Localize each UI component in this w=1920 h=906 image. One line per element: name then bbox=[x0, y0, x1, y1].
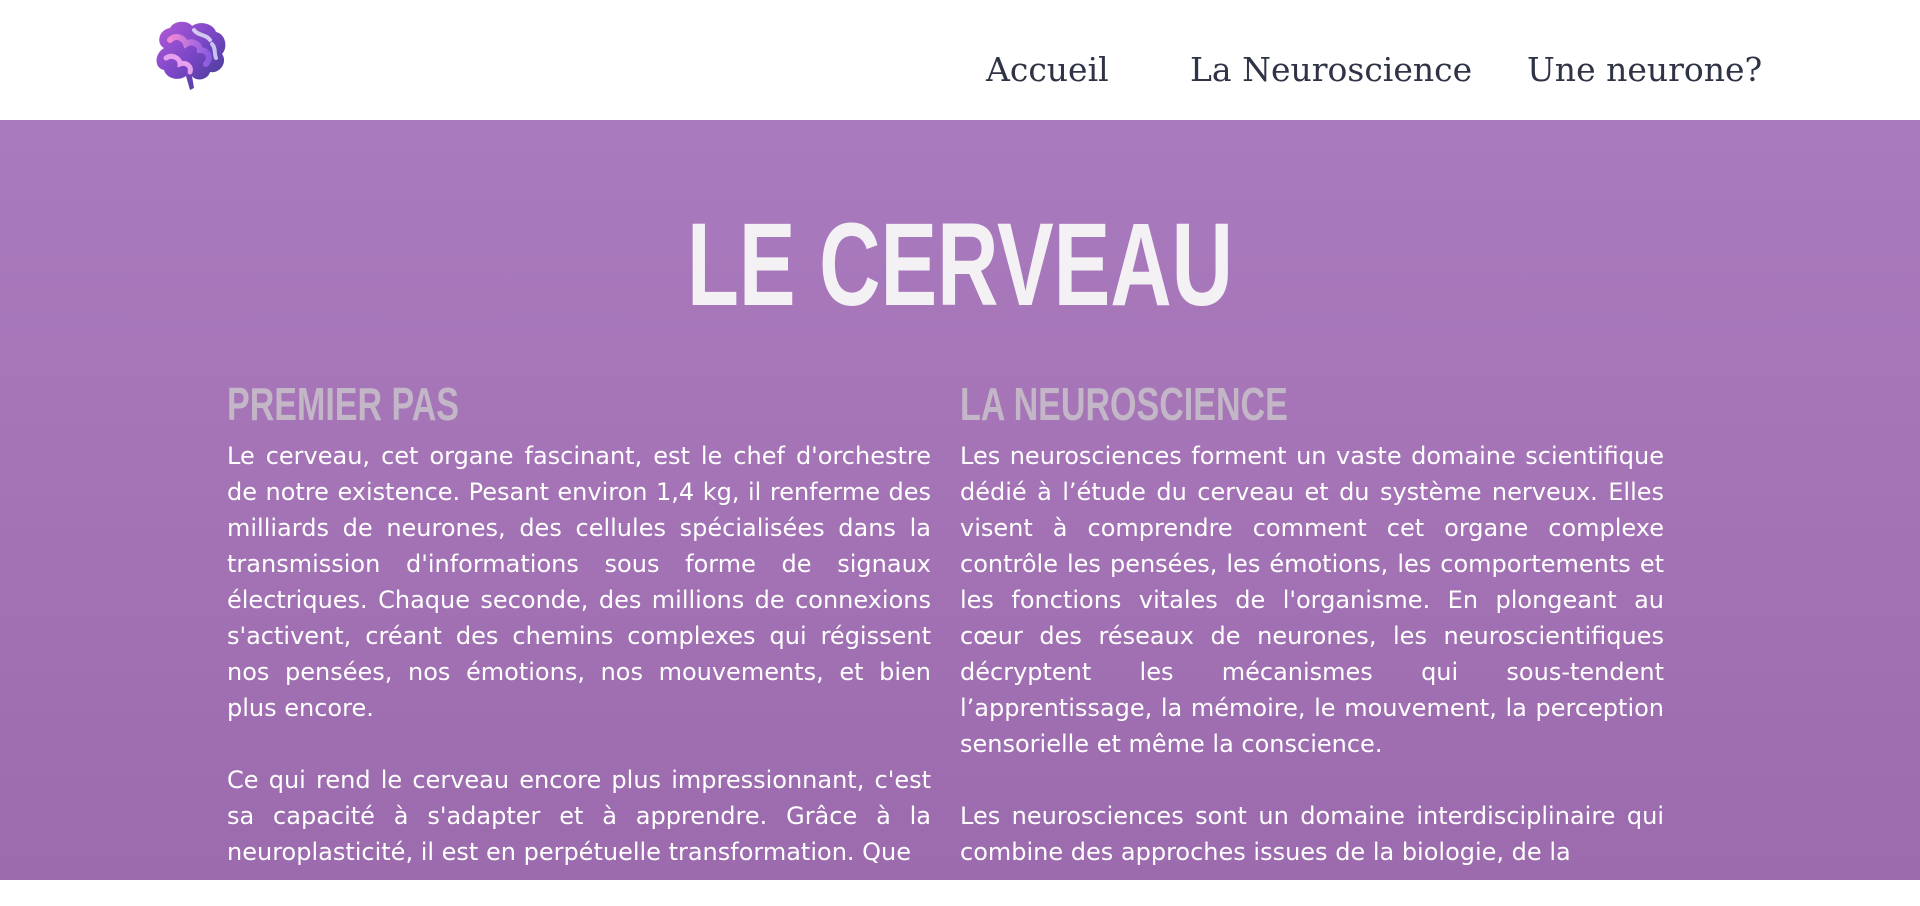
section-heading: LA NEUROSCIENCE bbox=[960, 378, 1288, 430]
hero-section bbox=[0, 120, 1920, 880]
site-header bbox=[0, 0, 1920, 120]
section-premier-pas bbox=[227, 378, 931, 906]
section-heading: PREMIER PAS bbox=[227, 378, 460, 430]
main-nav bbox=[0, 45, 1920, 95]
section-paragraph: Les neurosciences forment un vaste domaine scientifique dédié à l’étude du cerveau et du système nerveux. Elles visent à comprendre comment cet organe complexe contrôle les pensées, les émotions, les comportements et les fonctions vitales de l'organisme. En plongeant au cœur des réseaux de neurones, les neuroscientifiques décryptent les mécanismes qui sous-tendent l’apprentissage, la mémoire, le mouvement, la perception sensorielle et même la conscience. bbox=[960, 442, 1664, 758]
nav-item-neuroscience[interactable]: La Neuroscience bbox=[1190, 50, 1473, 89]
section-paragraph: Ce qui rend le cerveau encore plus impressionnant, c'est sa capacité à s'adapter et à apprendre. Grâce à la neuroplasticité, il est en perpétuelle transformation. Que bbox=[227, 766, 931, 866]
nav-item-neurone[interactable]: Une neurone? bbox=[1527, 50, 1763, 89]
nav-item-accueil[interactable]: Accueil bbox=[986, 50, 1109, 89]
section-paragraph: Le cerveau, cet organe fascinant, est le chef d'orchestre de notre existence. Pesant environ 1,4 kg, il renferme des milliards de neurones, des cellules spécialisées dans la transmission d'informations sous forme de signaux électriques. Chaque seconde, des millions de connexions s'activent, créant des chemins complexes qui régissent nos pensées, nos émotions, nos mouvements, et bien plus encore. bbox=[227, 442, 931, 722]
section-neuroscience bbox=[960, 378, 1664, 906]
section-paragraph: Les neurosciences sont un domaine interdisciplinaire qui combine des approches issues de la biologie, de la bbox=[960, 802, 1664, 866]
page-title: LE CERVEAU bbox=[686, 199, 1234, 331]
